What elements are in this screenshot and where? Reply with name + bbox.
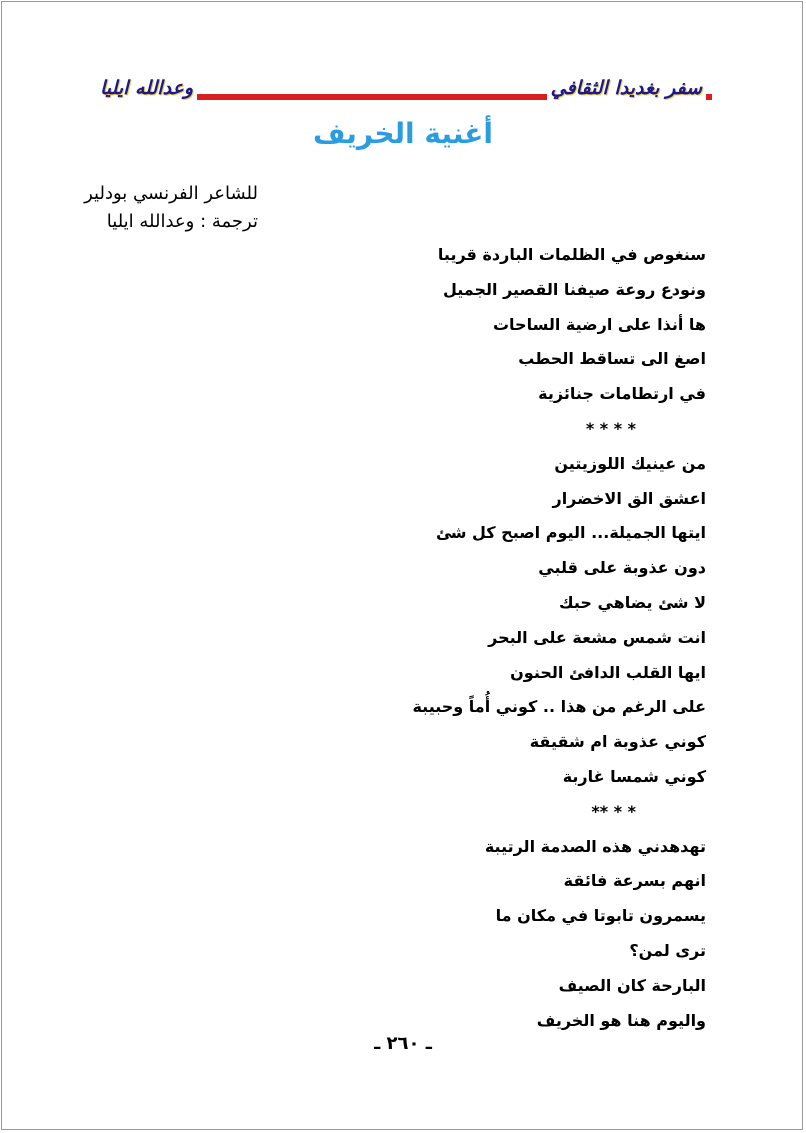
poem-line: سنغوص في الظلمات الباردة قريبا [437, 245, 706, 264]
poem-line: في ارتطامات جنائزية [538, 384, 706, 404]
poem-line: ها أنذا على ارضية الساحات [492, 314, 706, 334]
poem-line: يسمرون تابوتا في مكان ما [495, 906, 706, 926]
poem-line: لا شئ يضاهي حبك [558, 592, 706, 612]
poem-line: واليوم هنا هو الخريف [536, 1010, 706, 1030]
header-author: وعدالله ايليا [96, 74, 197, 102]
poem-title: أغنية الخريف [313, 117, 493, 150]
poem-line: ايها القلب الدافئ الحنون [510, 662, 706, 682]
poem-line: دون عذوبة على قلبي [538, 558, 706, 578]
poem-line: البارحة كان الصيف [558, 975, 706, 995]
poem-line: ترى لمن؟ [629, 940, 706, 960]
poem-line: على الرغم من هذا .. كوني أُماً وحبيبة [412, 697, 706, 717]
poem-line: اعشق الق الاخضرار [552, 488, 706, 508]
poem-line: ايتها الجميلة... اليوم اصبح كل شئ [436, 523, 706, 543]
poet-line: للشاعر الفرنسي بودلير [84, 183, 258, 204]
header-book-title: سفر بغديدا الثقافي [547, 74, 706, 102]
poem-line: ونودع روعة صيفنا القصير الجميل [442, 279, 706, 299]
stanza-separator: * * ** [591, 801, 636, 821]
page-number: ـ ٢٦٠ ـ [374, 1033, 432, 1054]
poem-line: انهم بسرعة فائقة [563, 871, 706, 891]
translator-line: ترجمة : وعدالله ايليا [106, 211, 258, 232]
poem-line: انت شمس مشعة على البحر [488, 627, 706, 647]
poem-line: تهدهدني هذه الصدمة الرتيبة [484, 836, 706, 856]
poem-line: كوني عذوبة ام شقيقة [529, 732, 706, 752]
poem-line: اصغ الى تساقط الحطب [518, 349, 706, 369]
poem-line: كوني شمسا غاربة [562, 766, 706, 786]
stanza-separator: * * * * [585, 418, 636, 438]
intro-block [84, 180, 258, 236]
poem-body [286, 238, 706, 1038]
poem-line: من عينيك اللوزيتين [554, 453, 706, 473]
